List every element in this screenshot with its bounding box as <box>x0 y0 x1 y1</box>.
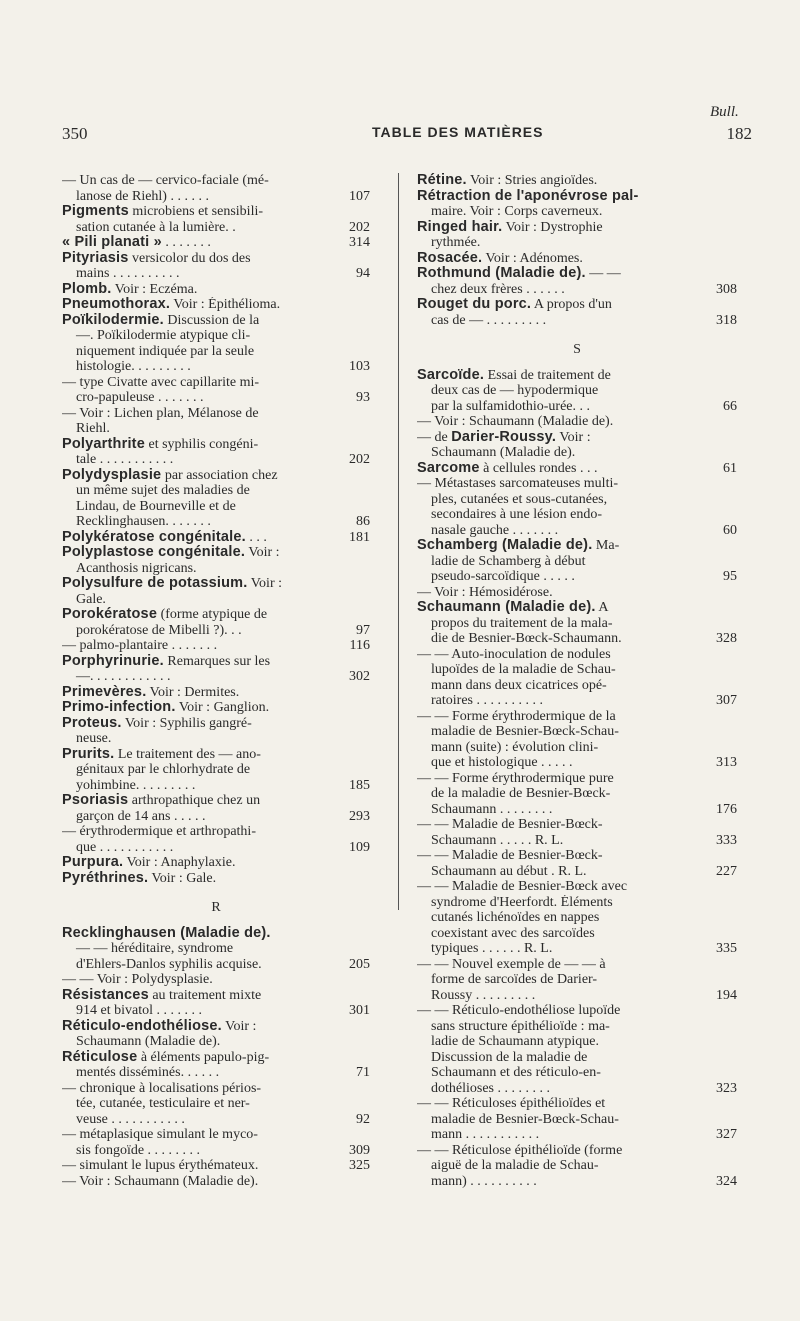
entry-heading: Rosacée. <box>417 250 483 266</box>
index-entry <box>417 220 737 251</box>
entry-line: — Voir : Hémosidérose. <box>417 584 553 600</box>
entry-line: mann . . . . . . . . . . . <box>431 1127 540 1142</box>
entry-line <box>62 926 370 942</box>
index-entry <box>62 1127 370 1158</box>
entry-line: Rosacée. Voir : Adénomes. <box>417 250 583 266</box>
page-reference: 323 <box>712 1081 737 1097</box>
entry-line: Primevères. Voir : Dermites. <box>62 684 240 700</box>
entry-line: mann dans deux cicatrices opé- <box>431 677 607 693</box>
page-reference: 301 <box>345 1003 370 1019</box>
page-reference: 92 <box>352 1112 370 1128</box>
entry-line: d'Ehlers-Danlos syphilis acquise. <box>76 956 262 972</box>
entry-line: Schamberg (Maladie de). Ma- <box>417 538 620 553</box>
index-entry <box>62 251 370 282</box>
page-reference: 66 <box>719 399 737 415</box>
entry-line: nasale gauche . . . . . . . <box>431 522 559 538</box>
page-reference: 60 <box>719 523 737 539</box>
entry-heading: Rétine. <box>417 173 467 188</box>
index-entry <box>417 817 737 848</box>
index-entry <box>62 437 370 468</box>
entry-heading: Pneumothorax. <box>62 297 171 312</box>
entry-line: — — Maladie de Besnier-Bœck avec <box>417 879 628 894</box>
entry-line: Recklinghausen. . . . . . . <box>76 514 211 529</box>
entry-line: Schaumann . . . . . R. L. <box>431 832 564 848</box>
index-entry <box>62 972 370 988</box>
index-entry <box>62 700 370 716</box>
index-entry <box>62 235 370 251</box>
page-number-left: 350 <box>62 124 88 143</box>
page-reference: 307 <box>712 693 737 709</box>
page-reference: 185 <box>345 778 370 794</box>
entry-heading: Polyplastose congénitale. <box>62 545 246 560</box>
entry-line: — — Réticuloses épithélioïdes et <box>417 1096 606 1111</box>
entry-line: Pigments microbiens et sensibili- <box>62 204 264 219</box>
entry-heading: Polyarthrite <box>62 436 145 452</box>
entry-line: Schaumann . . . . . . . . <box>431 801 553 817</box>
entry-heading: Proteus. <box>62 715 122 731</box>
index-entry <box>417 585 737 601</box>
entry-line: Poïkilodermie. Discussion de la <box>62 312 260 328</box>
index-entry <box>62 1158 370 1174</box>
entry-line: mann) . . . . . . . . . . <box>431 1173 537 1189</box>
index-entry <box>62 468 370 530</box>
entry-heading: Rouget du porc. <box>417 297 532 312</box>
entry-heading: Réticulose <box>62 1049 138 1065</box>
entry-line: forme de sarcoïdes de Darier- <box>431 972 598 987</box>
entry-line: par la sulfamidothio-urée. . . <box>431 398 591 414</box>
entry-line: Schaumann (Maladie de). <box>431 445 576 460</box>
page-reference: 109 <box>345 840 370 856</box>
entry-line: rythmée. <box>431 235 481 250</box>
entry-line: Sarcome à cellules rondes . . . <box>417 460 598 476</box>
entry-line: —. Poïkilodermie atypique cli- <box>76 328 251 343</box>
entry-line: Roussy . . . . . . . . . <box>431 987 536 1003</box>
entry-heading: Poïkilodermie. <box>62 312 164 328</box>
index-column-right <box>417 173 737 1189</box>
entry-line: — — héréditaire, syndrome <box>76 941 234 956</box>
index-entry <box>417 1096 737 1143</box>
page-reference: 61 <box>719 461 737 477</box>
entry-line: deux cas de — hypodermique <box>431 383 599 398</box>
entry-line: coexistant avec des sarcoïdes <box>431 925 595 941</box>
entry-heading: Polykératose congénitale. <box>62 529 246 545</box>
entry-line: Polydysplasie par association chez <box>62 467 278 483</box>
index-entry <box>417 1003 737 1096</box>
index-entry <box>417 771 737 818</box>
entry-line: Polyplastose congénitale. Voir : <box>62 545 280 560</box>
entry-line: — — Maladie de Besnier-Bœck- <box>417 817 603 832</box>
entry-line: tée, cutanée, testiculaire et ner- <box>76 1096 250 1111</box>
entry-line: sation cutanée à la lumière. . <box>76 219 236 235</box>
entry-line: Discussion de la maladie de <box>431 1049 588 1065</box>
index-entry <box>62 576 370 607</box>
entry-heading: Pityriasis <box>62 250 129 266</box>
entry-line: — — Maladie de Besnier-Bœck- <box>417 848 603 863</box>
entry-line: ladie de Schaumann atypique. <box>431 1034 599 1049</box>
entry-heading: Porokératose <box>62 607 158 622</box>
entry-line: — — Nouvel exemple de — — à <box>417 956 606 972</box>
page-reference: 202 <box>345 220 370 236</box>
entry-line: garçon de 14 ans . . . . . <box>76 808 206 824</box>
page-header <box>62 124 752 146</box>
page-reference: 333 <box>712 833 737 849</box>
entry-line: Pityriasis versicolor du dos des <box>62 250 251 266</box>
entry-line: lupoïdes de la maladie de Schau- <box>431 662 616 677</box>
index-entry <box>62 824 370 855</box>
page-reference: 313 <box>712 755 737 771</box>
entry-line: Lindau, de Bourneville et de <box>76 498 236 514</box>
index-entry <box>417 1143 737 1190</box>
entry-heading: Rétraction de l'aponévrose pal- <box>417 188 639 204</box>
page-reference: 327 <box>712 1127 737 1143</box>
entry-line: mentés disséminés. . . . . . <box>76 1065 220 1080</box>
entry-heading: Recklinghausen (Maladie de). <box>62 925 271 941</box>
entry-line: — Voir : Lichen plan, Mélanose de <box>62 405 259 421</box>
entry-line: — simulant le lupus érythémateux. <box>62 1158 259 1173</box>
index-entry <box>417 461 737 477</box>
entry-line: Polykératose congénitale. . . . <box>62 529 267 545</box>
index-entry <box>417 600 737 647</box>
entry-line: Prurits. Le traitement des — ano- <box>62 746 261 762</box>
page-reference: 302 <box>345 669 370 685</box>
index-entry <box>417 173 737 189</box>
entry-line: ladie de Schamberg à début <box>431 553 586 569</box>
index-entry <box>62 793 370 824</box>
entry-line: — palmo-plantaire . . . . . . . <box>62 638 218 653</box>
page-reference: 103 <box>345 359 370 375</box>
entry-heading: Darier-Roussy. <box>451 429 557 445</box>
entry-line: Primo-infection. Voir : Ganglion. <box>62 700 270 715</box>
entry-line: neuse. <box>76 731 112 746</box>
entry-line: Acanthosis nigricans. <box>76 560 197 576</box>
index-entry <box>62 313 370 375</box>
entry-line: Porokératose (forme atypique de <box>62 607 268 622</box>
entry-heading: Primevères. <box>62 684 147 700</box>
bulletin-abbrev: Bull. <box>710 104 739 120</box>
index-entry <box>417 848 737 879</box>
entry-line: — chronique à localisations périos- <box>62 1080 262 1096</box>
entry-line: — type Civatte avec capillarite mi- <box>62 374 260 390</box>
entry-heading: Schaumann (Maladie de). <box>417 600 596 615</box>
entry-line: Porphyrinurie. Remarques sur les <box>62 653 271 669</box>
index-entry <box>62 716 370 747</box>
entry-heading: Ringed hair. <box>417 219 503 235</box>
entry-line: Résistances au traitement mixte <box>62 987 262 1003</box>
entry-line: — métaplasique simulant le myco- <box>62 1127 258 1142</box>
page-reference: 194 <box>712 988 737 1004</box>
page-reference: 94 <box>352 266 370 282</box>
index-entry <box>62 1081 370 1128</box>
index-entry <box>62 204 370 235</box>
entry-heading: Schamberg (Maladie de). <box>417 538 593 553</box>
entry-line: Gale. <box>76 591 106 607</box>
index-entry <box>62 530 370 546</box>
entry-line: Polysulfure de potassium. Voir : <box>62 576 282 591</box>
entry-heading: Résistances <box>62 987 149 1003</box>
entry-line: Purpura. Voir : Anaphylaxie. <box>62 855 236 870</box>
entry-line: Pneumothorax. Voir : Épithélioma. <box>62 297 281 312</box>
index-entry <box>417 266 737 297</box>
page-reference: 227 <box>712 864 737 880</box>
entry-line: chez deux frères . . . . . . <box>431 281 565 297</box>
entry-heading: « Pili planati » <box>62 235 162 250</box>
entry-line: aiguë de la maladie de Schau- <box>431 1158 599 1173</box>
entry-line: — — Auto-inoculation de nodules <box>417 646 611 662</box>
index-entry <box>62 988 370 1019</box>
entry-line: yohimbine. . . . . . . . . <box>76 777 196 793</box>
entry-line: Plomb. Voir : Eczéma. <box>62 281 198 297</box>
entry-line: cro-papuleuse . . . . . . . <box>76 390 204 405</box>
page-reference: 314 <box>345 235 370 251</box>
index-entry <box>62 685 370 701</box>
page-reference: 107 <box>345 189 370 205</box>
entry-line: Riehl. <box>76 421 110 436</box>
entry-line: lanose de Riehl) . . . . . . <box>76 188 209 204</box>
index-entry <box>62 1174 370 1190</box>
index-entry <box>417 414 737 430</box>
entry-line: — — Voir : Polydysplasie. <box>62 972 213 987</box>
entry-line: Schaumann au début . R. L. <box>431 863 587 879</box>
entry-line: tale . . . . . . . . . . . <box>76 452 174 467</box>
index-entry <box>62 545 370 576</box>
page-reference: 325 <box>345 1158 370 1174</box>
entry-line: niquement indiquée par la seule <box>76 343 255 359</box>
entry-line: syndrome d'Heerfordt. Éléments <box>431 894 613 910</box>
entry-line: cas de — . . . . . . . . . <box>431 312 547 328</box>
index-entry <box>417 251 737 267</box>
page-reference: 309 <box>345 1143 370 1159</box>
entry-heading: Pyréthrines. <box>62 870 149 886</box>
page-reference: 324 <box>712 1174 737 1190</box>
index-entry <box>62 747 370 794</box>
entry-heading: Sarcome <box>417 460 480 476</box>
index-entry <box>417 538 737 585</box>
entry-line: die de Besnier-Bœck-Schaumann. <box>431 631 622 646</box>
entry-line: Sarcoïde. Essai de traitement de <box>417 367 611 383</box>
entry-line: histologie. . . . . . . . . <box>76 359 191 374</box>
entry-line: 914 et bivatol . . . . . . . <box>76 1003 202 1018</box>
entry-line: Pyréthrines. Voir : Gale. <box>62 870 217 886</box>
section-letter: R <box>211 900 221 915</box>
entry-heading: Plomb. <box>62 281 112 297</box>
entry-line: « Pili planati » . . . . . . . <box>62 235 211 250</box>
page-reference: 93 <box>352 390 370 406</box>
column-divider <box>398 173 399 910</box>
index-entry <box>417 709 737 771</box>
entry-line: — Métastases sarcomateuses multi- <box>417 476 619 491</box>
page-reference: 116 <box>346 638 370 654</box>
section-letter: S <box>573 342 581 357</box>
index-entry <box>417 368 737 415</box>
entry-line: sans structure épithélioïde : ma- <box>431 1018 610 1034</box>
entry-line: Psoriasis arthropathique chez un <box>62 793 261 808</box>
entry-heading: Primo-infection. <box>62 700 176 715</box>
entry-line: veuse . . . . . . . . . . . <box>76 1111 185 1127</box>
entry-line <box>417 189 737 205</box>
page-title: TABLE DES MATIÈRES <box>372 124 544 140</box>
page-reference: 318 <box>712 313 737 329</box>
page-reference: 202 <box>345 452 370 468</box>
entry-line: ples, cutanées et sous-cutanées, <box>431 491 608 507</box>
index-entry <box>62 855 370 871</box>
index-entry <box>62 297 370 313</box>
entry-line: — Voir : Schaumann (Maladie de). <box>62 1173 259 1189</box>
index-entry <box>417 189 737 220</box>
entry-line: — érythrodermique et arthropathi- <box>62 824 256 839</box>
page-reference: 97 <box>352 623 370 639</box>
entry-line: Rouget du porc. A propos d'un <box>417 297 612 312</box>
page-reference: 86 <box>352 514 370 530</box>
entry-line: Proteus. Voir : Syphilis gangré- <box>62 715 252 731</box>
entry-line: — Un cas de — cervico-faciale (mé- <box>62 173 269 188</box>
entry-line: propos du traitement de la mala- <box>431 615 613 631</box>
entry-line: — de Darier-Roussy. Voir : <box>417 429 591 445</box>
entry-heading: Porphyrinurie. <box>62 653 164 669</box>
entry-line: mains . . . . . . . . . . <box>76 266 180 281</box>
entry-line: Réticulo-endothéliose. Voir : <box>62 1018 257 1034</box>
entry-heading: Rothmund (Maladie de). <box>417 266 586 281</box>
entry-line: Rothmund (Maladie de). — — <box>417 266 621 281</box>
index-entry <box>62 1019 370 1050</box>
entry-line: maire. Voir : Corps caverneux. <box>431 204 603 219</box>
entry-line: Ringed hair. Voir : Dystrophie <box>417 219 603 235</box>
entry-line: — — Réticulose épithélioïde (forme <box>417 1142 623 1158</box>
index-entry <box>417 957 737 1004</box>
index-entry <box>62 926 370 942</box>
index-column-left <box>62 173 370 1189</box>
entry-line: Schaumann (Maladie de). A <box>417 600 609 615</box>
index-entry <box>62 282 370 298</box>
entry-heading: Polysulfure de potassium. <box>62 576 248 591</box>
entry-heading: Réticulo-endothéliose. <box>62 1018 222 1034</box>
entry-line: —. . . . . . . . . . . . <box>76 669 171 684</box>
entry-line: secondaires à une lésion endo- <box>431 507 603 522</box>
page-reference: 205 <box>345 957 370 973</box>
entry-line: que et histologique . . . . . <box>431 755 573 770</box>
page-reference: 293 <box>345 809 370 825</box>
index-entry <box>62 375 370 406</box>
index-entry <box>62 871 370 887</box>
entry-heading: Prurits. <box>62 746 115 762</box>
entry-line: typiques . . . . . . R. L. <box>431 941 553 956</box>
entry-line: porokératose de Mibelli ?). . . <box>76 622 242 638</box>
index-entry <box>62 173 370 204</box>
page-reference: 328 <box>712 631 737 647</box>
entry-line: — — Forme érythrodermique pure <box>417 770 614 786</box>
entry-line: sis fongoïde . . . . . . . . <box>76 1142 201 1158</box>
entry-line: pseudo-sarcoïdique . . . . . <box>431 569 575 584</box>
index-entry <box>417 879 737 957</box>
page-number-right: 182 <box>726 124 752 143</box>
entry-line: Rétine. Voir : Stries angioïdes. <box>417 173 598 188</box>
index-entry <box>417 297 737 328</box>
entry-heading: Sarcoïde. <box>417 367 485 383</box>
entry-heading: Pigments <box>62 204 129 219</box>
entry-line: un même sujet des maladies de <box>76 483 250 498</box>
entry-line: ratoires . . . . . . . . . . <box>431 693 543 708</box>
entry-line: — Voir : Schaumann (Maladie de). <box>417 414 614 429</box>
index-entry <box>417 647 737 709</box>
index-entry <box>417 476 737 538</box>
index-entry <box>62 406 370 437</box>
entry-line: cutanés lichénoïdes en nappes <box>431 910 600 925</box>
index-entry <box>417 430 737 461</box>
entry-line: — — Réticulo-endothéliose lupoïde <box>417 1003 621 1018</box>
index-entry <box>62 941 370 972</box>
index-entry <box>62 1050 370 1081</box>
page-reference: 335 <box>712 941 737 957</box>
page-reference: 181 <box>345 530 370 546</box>
entry-heading: Psoriasis <box>62 793 129 808</box>
entry-line: Polyarthrite et syphilis congéni- <box>62 436 259 452</box>
entry-line: de la maladie de Besnier-Bœck- <box>431 786 611 801</box>
entry-line: maladie de Besnier-Bœck-Schau- <box>431 1111 619 1127</box>
entry-line: mann (suite) : évolution clini- <box>431 739 599 755</box>
entry-line: que . . . . . . . . . . . <box>76 839 174 855</box>
entry-line: — — Forme érythrodermique de la <box>417 708 616 724</box>
page-reference: 95 <box>719 569 737 585</box>
entry-line: Schaumann et des réticulo-en- <box>431 1065 601 1080</box>
entry-line: Schaumann (Maladie de). <box>76 1034 221 1049</box>
index-entry <box>62 607 370 638</box>
entry-heading: Purpura. <box>62 855 124 870</box>
entry-line: maladie de Besnier-Bœck-Schau- <box>431 724 619 739</box>
index-entry <box>62 654 370 685</box>
page-reference: 71 <box>352 1065 370 1081</box>
entry-line: dothélioses . . . . . . . . <box>431 1080 550 1096</box>
entry-line: génitaux par le chlorhydrate de <box>76 762 251 777</box>
page-reference: 308 <box>712 282 737 298</box>
page-reference: 176 <box>712 802 737 818</box>
entry-heading: Polydysplasie <box>62 467 162 483</box>
index-entry <box>62 638 370 654</box>
entry-line: Réticulose à éléments papulo-pig- <box>62 1049 270 1065</box>
